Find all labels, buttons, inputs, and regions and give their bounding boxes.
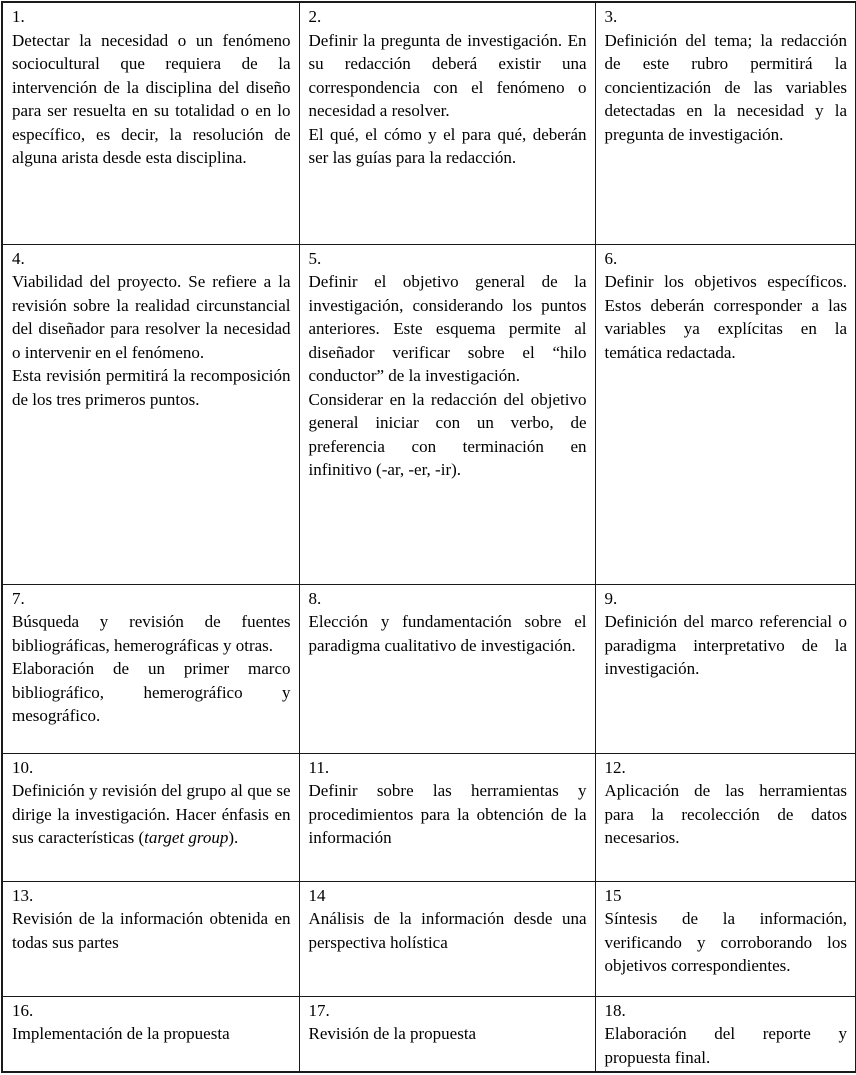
step-text-17: Revisión de la propuesta <box>308 1024 477 1043</box>
step-text-3: Definición del tema; la redacción de este rubro permitirá la concientización de las variables detectadas en la necesidad y la pregunta de investigación. <box>604 30 847 144</box>
step-cell-16 <box>2 996 299 1072</box>
step-number-14: 14 <box>308 885 326 905</box>
step-text-7b: Elaboración de un primer marco bibliográfico, hemerográfico y mesográfico. <box>12 659 291 725</box>
step-text-9: Definición del marco referencial o paradigma interpretativo de la investigación. <box>604 612 847 678</box>
step-number-8: 8. <box>308 588 322 608</box>
step-cell-3 <box>595 2 856 244</box>
step-cell-18 <box>595 996 856 1072</box>
step-text-2b: El qué, el cómo y el para qué, deberán ser las guías para la redacción. <box>308 124 587 167</box>
step-text-15: Síntesis de la información, verificando y corroborando los objetivos correspondientes. <box>604 909 847 975</box>
step-text-18: Elaboración del reporte y propuesta final. <box>604 1024 847 1067</box>
step-cell-11 <box>299 753 595 881</box>
step-text-13: Revisión de la información obtenida en todas sus partes <box>12 909 291 952</box>
step-text-10 <box>12 779 291 850</box>
step-text-2: Definir la pregunta de investigación. En su redacción deberá existir una correspondencia con el fenómeno o necesidad a resolver. <box>308 30 587 120</box>
step-number-16: 16. <box>12 1000 34 1020</box>
step-text-14: Análisis de la información desde una perspectiva holística <box>308 909 587 952</box>
step-text-11: Definir sobre las herramientas y procedimientos para la obtención de la información <box>308 781 587 847</box>
step-text-1: Detectar la necesidad o un fenómeno sociocultural que requiera de la intervención de la disciplina del diseño para ser resuelta en su totalidad o en lo específico, es decir, la resolución de alguna arista desde esta disciplina. <box>12 30 291 167</box>
step-text-10-post: ). <box>228 828 239 847</box>
step-text-6: Definir los objetivos específicos. Estos deberán corresponder a las variables ya explícitas en la temática redactada. <box>604 272 847 362</box>
step-number-15: 15 <box>604 885 622 905</box>
step-cell-7 <box>2 584 299 753</box>
step-number-1: 1. <box>12 7 25 26</box>
step-number-13: 13. <box>12 885 34 905</box>
table-row <box>2 753 856 881</box>
step-cell-9 <box>595 584 856 753</box>
step-cell-13 <box>2 881 299 996</box>
step-cell-4 <box>2 244 299 584</box>
step-text-5b: Considerar en la redacción del objetivo general iniciar con un verbo, de preferencia con terminación en infinitivo (-ar, -er, -ir). <box>308 389 587 479</box>
step-number-7: 7. <box>12 588 25 608</box>
step-number-4: 4. <box>12 248 25 268</box>
step-cell-5 <box>299 244 595 584</box>
table-row <box>2 244 856 584</box>
step-cell-15 <box>595 881 856 996</box>
step-number-3: 3. <box>604 7 618 26</box>
step-text-5: Definir el objetivo general de la investigación, considerando los puntos anteriores. Este esquema permite al diseñador verificar sobre el “hilo conductor” de la investigación. <box>308 272 587 385</box>
step-text-4: Viabilidad del proyecto. Se refiere a la revisión sobre la realidad circunstancial del diseñador para resolver la necesidad o intervenir en el fenómeno. <box>12 272 291 362</box>
step-number-11: 11. <box>308 757 330 777</box>
step-cell-10 <box>2 753 299 881</box>
step-cell-12 <box>595 753 856 881</box>
step-number-6: 6. <box>604 248 618 268</box>
table-row <box>2 584 856 753</box>
table-row <box>2 996 856 1072</box>
step-text-12: Aplicación de las herramientas para la recolección de datos necesarios. <box>604 781 847 847</box>
step-cell-2 <box>299 2 595 244</box>
table-row <box>2 2 856 244</box>
table-row <box>2 881 856 996</box>
step-number-18: 18. <box>604 1000 626 1020</box>
step-text-10-italic: target group <box>144 828 229 847</box>
step-text-4b: Esta revisión permitirá la recomposición de los tres primeros puntos. <box>12 366 291 409</box>
step-cell-17 <box>299 996 595 1072</box>
step-number-9: 9. <box>604 588 618 608</box>
step-text-7: Búsqueda y revisión de fuentes bibliográficas, hemerográficas y otras. <box>12 612 291 655</box>
step-number-5: 5. <box>308 248 322 268</box>
step-cell-14 <box>299 881 595 996</box>
step-text-10-pre: Definición y revisión del grupo al que se dirige la investigación. Hacer énfasis en sus características ( <box>12 781 291 847</box>
step-cell-8 <box>299 584 595 753</box>
step-number-17: 17. <box>308 1000 330 1020</box>
step-text-8: Elección y fundamentación sobre el paradigma cualitativo de investigación. <box>308 612 587 655</box>
research-steps-table <box>1 1 856 1073</box>
step-number-12: 12. <box>604 757 626 777</box>
step-number-2: 2. <box>308 7 322 26</box>
step-text-16: Implementación de la propuesta <box>12 1024 230 1043</box>
step-number-10: 10. <box>12 757 34 777</box>
step-cell-6 <box>595 244 856 584</box>
step-cell-1 <box>2 2 299 244</box>
